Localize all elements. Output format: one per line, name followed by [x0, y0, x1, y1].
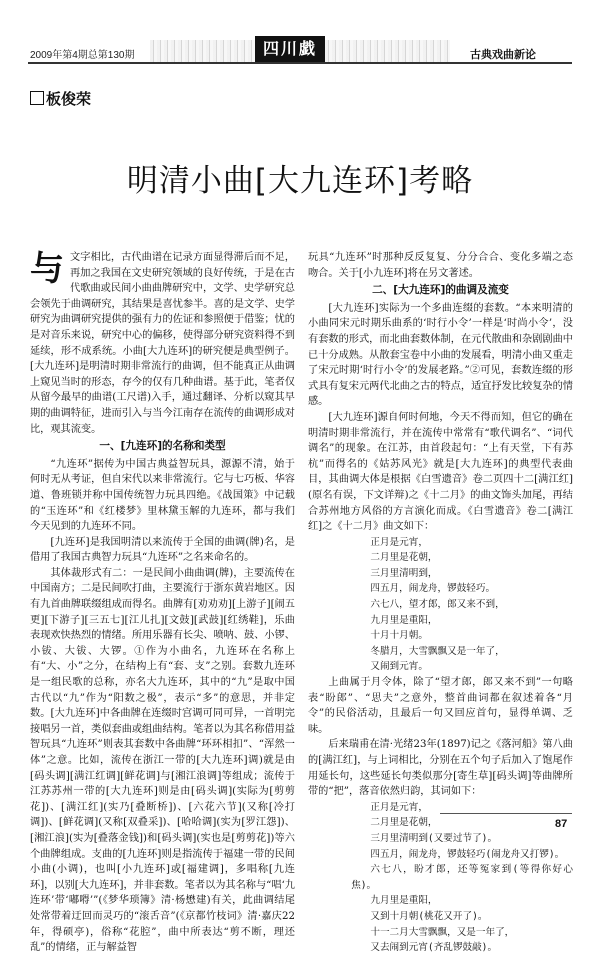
paragraph: 玩具“九连环”时那种反反复复、分分合合、变化多端之态吻合。关于[小九连环]将在另文著述。 — [308, 252, 573, 279]
paragraph: 其体裁形式有二：一是民间小曲曲调(牌)，主要流传在中国南方；二是民间吹打曲，主要流行于浙东黄岩地区。因有九首曲牌联缀组成而得名。曲牌有[劝劝劝][上游子][闹五更][下游子][三五七][江儿扎][文鼓][武鼓][红绣鞋]，乐曲表现欢快热烈的情绪。所用乐器有长尖、喷呐、鼓、小锣、小钹、大钹、大锣。①作为小曲名，九连环在名称上有“大、小”之分，在结构上有“套、支”之别。套数九连环是一组民歌的总称，亦名大九连环，其中的“九”是取中国古代以“九”作为“阳数之极”，表示“多”的意思，并非定数。[大九连环]中各曲牌在连缀时宫调可同可异，一首明完接唱另一首，类似套曲或组曲结构。笔者以为其名称借用益智玩具“九连环”则表其套数中各曲牌“环环相扣”、“浑然一体”之意。比如，流传在浙江一带的[大九连环]调)就是由[码头调][满江红调][鲜花调]与[湘江浪调]等组成；流传于江苏苏州一带的[大九连环]则是由[码头调](实际为[剪剪花])、[满江红](实乃[叠断桥])、[六花六节](又称[冷打调])、[鲜花调](又称[双叠采])、[哈哈调](实为[罗江怨])、[湘江浪](实为[叠落金钱])和[码头调](实也是[剪剪花])等六个曲牌组成。支曲的[九连环]则是指流传于福建一带的民间小曲(小调)，也叫[小九连环]或[福建调]，多唱称[九连环]，以别[大九连环]，并非套数。笔者以为其名称与“唱‘九连环’带‘嘟嘚’”(《梦华琐簿》清·杨懋建)有关，此曲调结尾处常带着迂回而灵巧的“滚舌音”(《京都竹枝词》清·嘉庆22年，得硕亭)，俗称“花腔”，曲中所表达“剪不断，理还乱”的情绪，正与解益智 — [30, 567, 295, 954]
verse-line: 又闹到元宵。 — [370, 661, 428, 673]
verse-line: 三月里清明到， — [370, 567, 438, 579]
author-box-icon — [30, 91, 44, 105]
paragraph: [大九连环]实际为一个多曲连缀的套数。“本来明清的小曲同宋元时期乐曲系的‘时行小令’一样是‘时尚小令’，没有套数的形式，而北曲套数体制，在元代散曲和杂剧剧曲中已十分成熟。从散套宝卷中小曲的发展看，明清小曲又重走了宋元时期‘时行小令’的发展老路。”②可见，套数连缀的形式具有复宋元两代北曲之古的特点，适宜抒发比较复杂的情感。 — [308, 302, 573, 408]
verse-line: 六七八，盼才郎，还等冤家到(等得你好心焦)。 — [351, 864, 573, 891]
paragraph: [九连环]是我国明清以来流传于全国的曲调(牌)名，是借用了我国古典智力玩具“九连环”之名来命名的。 — [30, 536, 295, 564]
article-title: 明清小曲[大九连环]考略 — [126, 163, 474, 199]
issue-info: 2009年第4期总第130期 — [30, 50, 135, 61]
verse-line: 冬腊月，大雪飘飘又是一年了， — [370, 645, 505, 657]
verse-line: 正月是元宵， — [370, 536, 428, 548]
verse-line: 十月十月朝。 — [370, 630, 428, 642]
section-heading-1: 一、[九连环]的名称和类型 — [99, 440, 226, 453]
verse-line: 九月里是重阳， — [370, 895, 438, 907]
paragraph: “九连环”据传为中国古典益智玩具，源源不清，始于何时无从考证，但自宋代以来非常流行。它与七巧板、华容道、鲁班锁并称中国传统智力玩具四绝。《战国策》中记载的“玉连环”和《红楼梦》里林黛玉解的九连环，都与我们今天见到的九连环不同。 — [30, 458, 295, 533]
verse-line: 二月里是花朝， — [370, 817, 438, 829]
paragraph: 上曲属于月令体，除了“望才郎，郎又来不到”一句略表“盼郎”、“思夫”之意外，整首曲词都在叙述着各“月令”的民俗活动，且最后一句又回应首句，显得单调、乏味。 — [308, 677, 573, 735]
drop-cap: 与 — [30, 249, 64, 289]
journal-name: 四川戯劇 — [255, 36, 325, 62]
verse-line: 三月里清明到(又要过节了)。 — [370, 832, 498, 844]
intro-paragraph — [30, 250, 295, 437]
page-header — [0, 0, 600, 84]
verse-line: 又去闹到元宵(齐乱锣鼓敲)。 — [370, 942, 498, 954]
column-name: 古典戏曲新论 — [470, 48, 536, 61]
author-name: 板俊荣 — [46, 90, 92, 108]
verse-line: 十一二月大雪飘飘，又是一年了， — [370, 926, 515, 938]
page-number: 87 — [555, 818, 568, 830]
verse-line: 九月里是重阳， — [370, 614, 438, 626]
paragraph: [大九连环]源自何时何地，今天不得而知，但它的确在明清时期非常流行，并在流传中常常有“歌代调名”、“词代调名”的现象。在江苏，由首段起句：“上有天堂，下有苏杭”而得名的《姑苏风光》就是[大九连环]的典型代表曲目，其曲调大体是根据《白雪遗音》卷二页四十二[满江红](原名有误，下文详辩)之《十二月》的曲文饰头加尾，再结合苏州地方风俗的方言演化而成。《白雪遗音》卷二[满江红]之《十二月》曲文如下： — [308, 411, 573, 533]
page-number-rule — [440, 813, 572, 814]
verse-line: 二月里是花朝， — [370, 552, 438, 564]
verse-block-2 — [308, 800, 573, 956]
verse-line: 正月是元宵， — [370, 801, 428, 813]
section-heading-2: 二、[大九连环]的曲调及流变 — [372, 284, 509, 297]
intro-text: 文字相比，古代曲谱在记录方面显得滞后而不足，再加之我国在文史研究领域的良好传统，于是在古代歌曲或民间小曲曲牌研究中，文学、史学研究总会领先于曲调研究，其结果是喜忧参半。喜的是文学、史学研究为曲调研究提供的强有力的佐证和参照便于借鉴；忧的是对音乐来说，研究中心的偏移，使得部分研究资料得不到延续，形不成系统。小曲[大九连环]的研究便是典型例子。[大九连环]是明清时期非常流行的曲调，但不能真正从曲调上窥见当时的形态，存今的仅有几种曲谱。基于此，笔者仅从留今最早的曲谱(工尺谱)入手，通过翻译、分析以窥其早期的曲调特征，进而引入与当今江南存在流传的曲调形成对比，观其流变。 — [30, 252, 295, 435]
verse-line: 又到十月朝(桃花又开了)。 — [370, 910, 488, 922]
verse-line: 四五月，闹龙舟，锣鼓轻巧(闹龙舟又打锣)。 — [370, 848, 565, 860]
author — [30, 88, 91, 109]
verse-line: 四五月，闹龙舟，锣鼓轻巧。 — [370, 583, 496, 595]
verse-line: 六七八，望才郎，郎又来不到， — [370, 599, 505, 611]
paragraph: 后来瑞甫在清·光绪23年(1897)记之《落河船》第八曲的[满江红]，与上词相比，分别在五个句子后加入了饱尾作用延长句，这些延长句类似那分[寄生草][码头调]等曲牌所带的“把”，落音依然归韵，其词如下： — [308, 739, 573, 798]
header-rule — [28, 62, 572, 64]
verse-block-1 — [308, 535, 573, 675]
